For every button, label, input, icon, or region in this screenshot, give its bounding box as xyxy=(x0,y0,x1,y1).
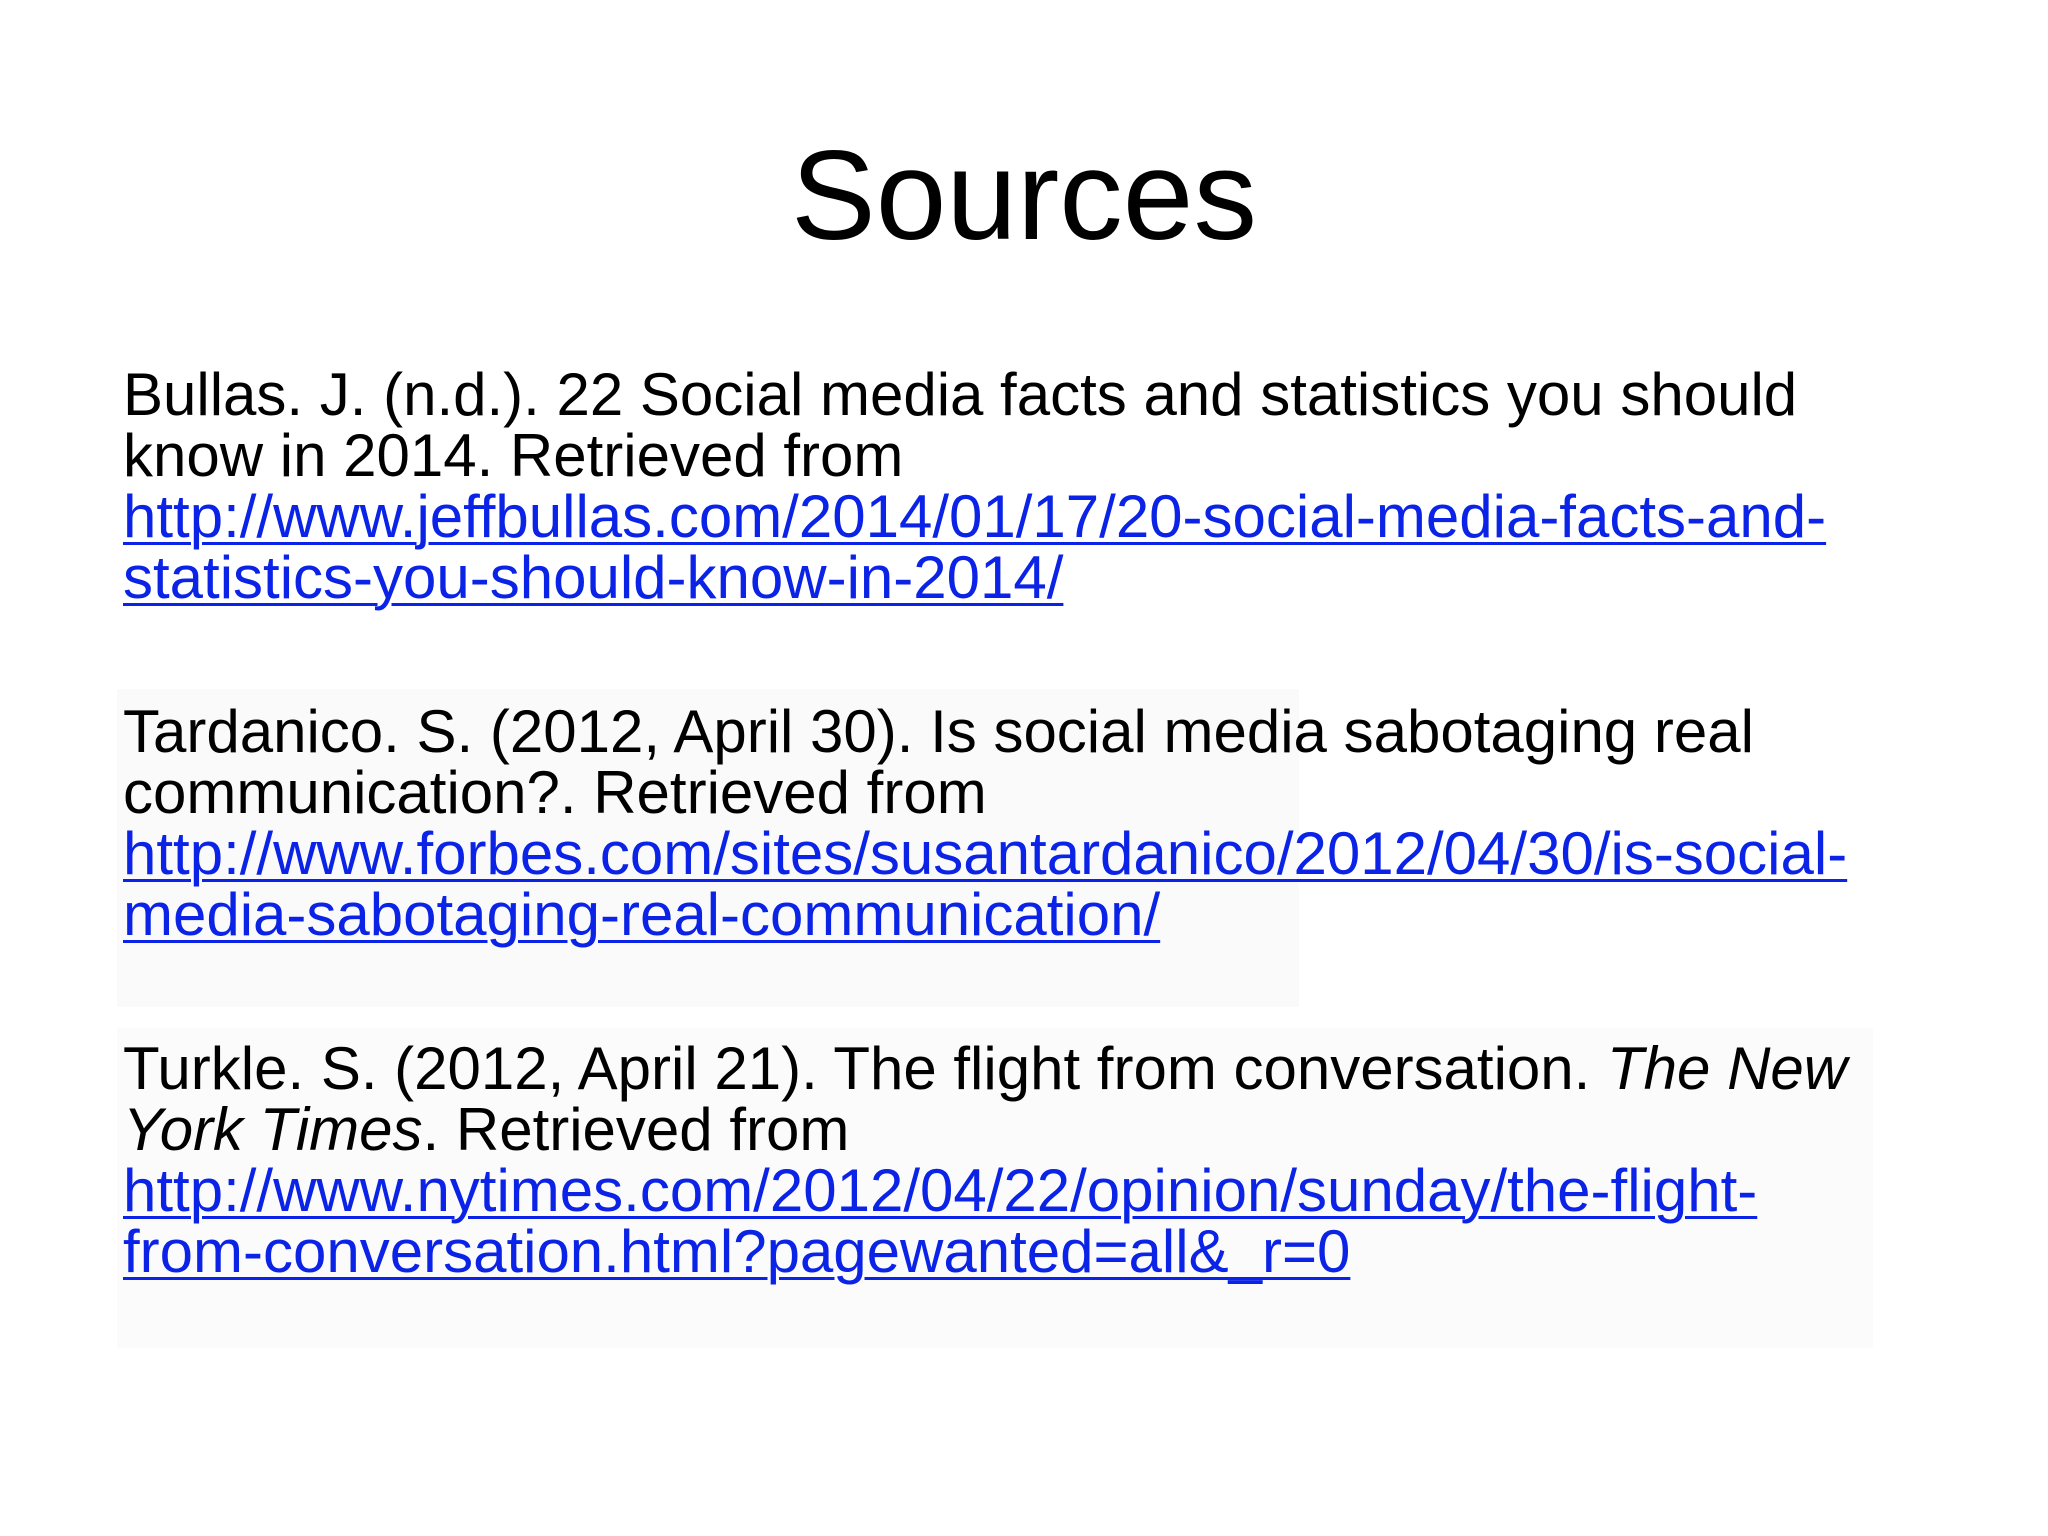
reference-list xyxy=(123,361,1943,1285)
slide-title: Sources xyxy=(791,124,1257,266)
reference-tardanico xyxy=(123,698,1943,948)
reference-text: . Retrieved from xyxy=(422,1096,850,1163)
reference-bullas xyxy=(123,361,1943,611)
reference-text-line: Tardanico. S. (2012, April 30). Is social media sabotaging real xyxy=(123,698,1754,765)
reference-url-link[interactable]: from-conversation.html?pagewanted=all&_r=0 xyxy=(123,1218,1351,1285)
reference-url-link[interactable]: http://www.forbes.com/sites/susantardanico/2012/04/30/is-social- xyxy=(123,820,1848,887)
reference-text-line: communication?. Retrieved from xyxy=(123,759,987,826)
reference-text: Turkle. S. (2012, April 21). The flight from conversation. xyxy=(123,1035,1608,1102)
reference-publication-title: The New xyxy=(1607,1035,1848,1102)
reference-url-link[interactable]: http://www.jeffbullas.com/2014/01/17/20-social-media-facts-and- xyxy=(123,483,1827,550)
reference-text-line: know in 2014. Retrieved from xyxy=(123,422,904,489)
reference-publication-title: York Times xyxy=(123,1096,423,1163)
reference-url-link[interactable]: http://www.nytimes.com/2012/04/22/opinion/sunday/the-flight- xyxy=(123,1157,1758,1224)
reference-turkle xyxy=(123,1035,1943,1285)
reference-text-line: Bullas. J. (n.d.). 22 Social media facts and statistics you should xyxy=(123,361,1798,428)
reference-url-link[interactable]: statistics-you-should-know-in-2014/ xyxy=(123,544,1064,611)
reference-url-link[interactable]: media-sabotaging-real-communication/ xyxy=(123,881,1161,948)
